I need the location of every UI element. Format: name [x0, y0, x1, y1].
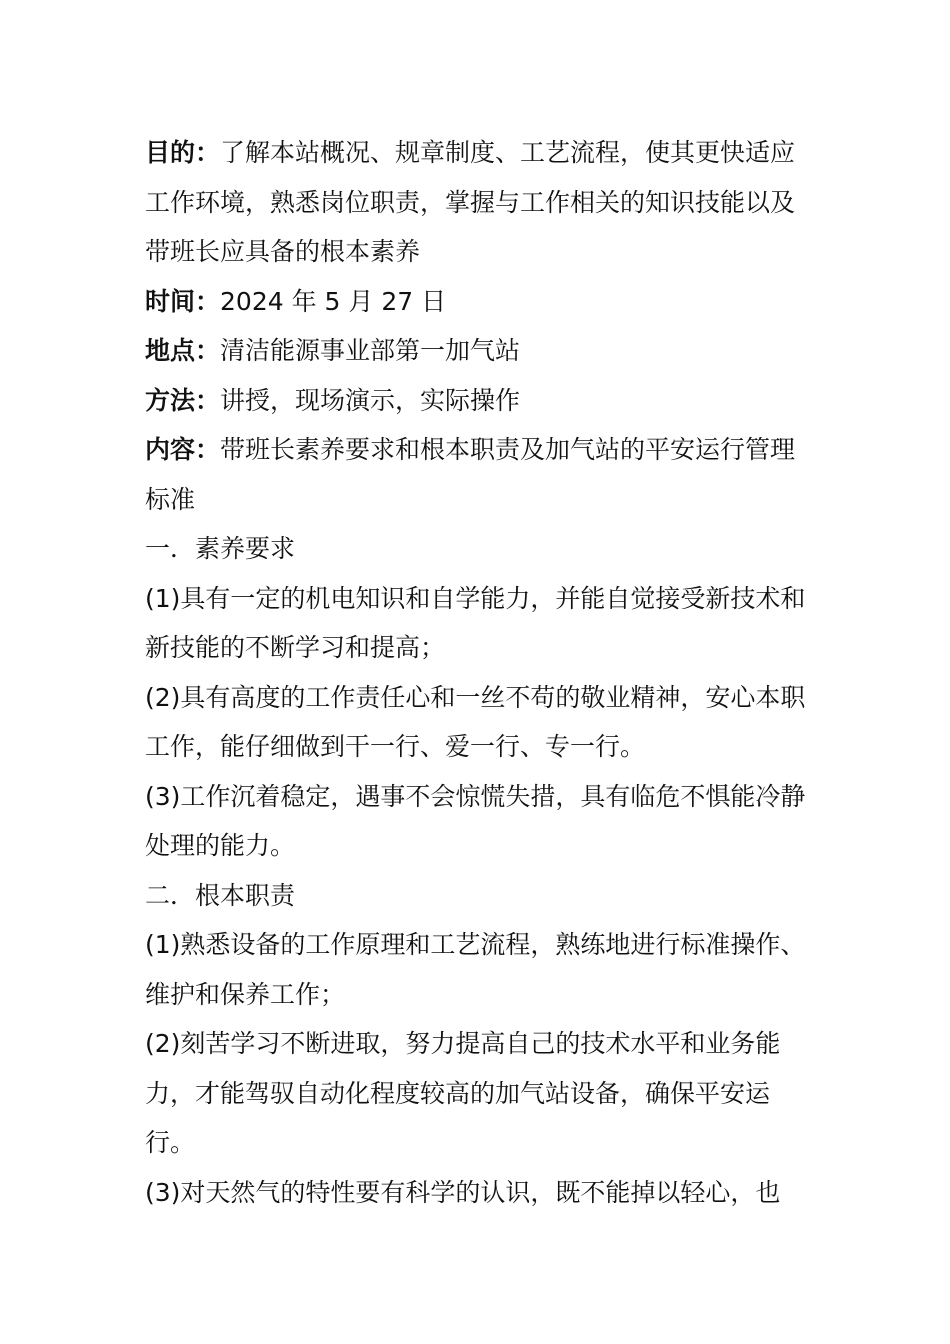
section1-heading: 一．素养要求 — [145, 534, 296, 563]
location-label: 地点： — [145, 336, 221, 365]
section1-item-3: (3)工作沉着稳定，遇事不会惊慌失措，具有临危不惧能冷静处理的能力。 — [145, 781, 806, 860]
section2-heading: 二．根本职责 — [145, 880, 296, 910]
section2-item-3: (3)对天然气的特性要有科学的认识，既不能掉以轻心，也 — [145, 1177, 781, 1207]
section1-item-2: (2)具有高度的工作责任心和一丝不苟的敬业精神，安心本职工作，能仔细做到干一行、爱一行、专一行。 — [145, 682, 806, 761]
section1-item-1: (1)具有一定的机电知识和自学能力，并能自觉接受新技术和新技能的不断学习和提高； — [145, 583, 806, 662]
document-body — [145, 128, 815, 1217]
time-label: 时间： — [145, 286, 221, 316]
contents-label: 内容： — [145, 435, 221, 464]
contents-paragraph — [145, 425, 815, 524]
time-text: 2024 年 5 月 27 日 — [220, 286, 447, 316]
method-text: 讲授，现场演示，实际操作 — [220, 385, 521, 415]
method-paragraph — [145, 376, 815, 426]
method-label: 方法： — [145, 385, 221, 415]
section2-item-2: (2)刻苦学习不断进取，努力提高自己的技术水平和业务能力，才能驾驭自动化程度较高的加气站设备，确保平安运行。 — [145, 1029, 781, 1157]
contents-text: 带班长素养要求和根本职责及加气站的平安运行管理标准 — [145, 435, 796, 514]
purpose-paragraph — [145, 128, 815, 277]
location-text: 清洁能源事业部第一加气站 — [220, 336, 521, 365]
location-paragraph — [145, 326, 815, 376]
purpose-text: 了解本站概况、规章制度、工艺流程，使其更快适应工作环境，熟悉岗位职责，掌握与工作相关的知识技能以及带班长应具备的根本素养 — [145, 138, 796, 266]
time-paragraph — [145, 277, 815, 327]
section2-item-1: (1)熟悉设备的工作原理和工艺流程，熟练地进行标准操作、维护和保养工作； — [145, 930, 806, 1009]
purpose-label: 目的： — [145, 138, 221, 167]
